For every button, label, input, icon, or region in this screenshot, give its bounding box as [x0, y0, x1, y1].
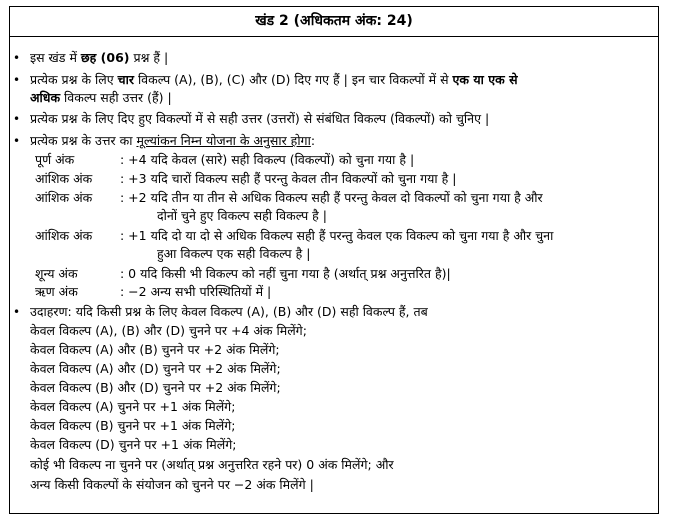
bold-text: छह (06): [80, 50, 130, 65]
bold-text: एक या एक से: [452, 72, 518, 87]
marks-rule-continued: दोनों चुने हुए विकल्प सही विकल्प है |: [157, 208, 327, 223]
bullet-icon: •: [13, 134, 21, 148]
text: प्रत्येक प्रश्न के उत्तर का: [30, 133, 137, 148]
example-line: केवल विकल्प (A) चुनने पर +1 अंक मिलेंगे;: [30, 399, 236, 414]
bullet-options-line2: [30, 89, 172, 107]
underlined-text: मूल्यांकन निम्न योजना के अनुसार होगा: [136, 133, 311, 148]
text: विकल्प सही उत्तर (हैं) |: [60, 90, 172, 105]
marks-rule-continued: हुआ विकल्प एक सही विकल्प है |: [157, 246, 311, 261]
bullet-icon: •: [13, 112, 21, 126]
heading-divider: [10, 36, 658, 37]
text: विकल्प (A), (B), (C) और (D) दिए गए हैं | इन चार विकल्पों में से: [133, 72, 453, 87]
bullet-marking-scheme: [30, 132, 315, 150]
bullet-icon: •: [13, 73, 21, 87]
marks-label: ऋण अंक: [35, 284, 78, 299]
example-line: केवल विकल्प (B) और (D) चुनने पर +2 अंक मिलेंगे;: [30, 380, 281, 395]
marks-rule: : −2 अन्य सभी परिस्थितियों में |: [120, 284, 272, 299]
bullet-options-line1: [30, 71, 518, 89]
example-line: केवल विकल्प (A) और (B) चुनने पर +2 अंक मिलेंगे;: [30, 342, 280, 357]
bold-text: चार: [117, 72, 134, 87]
text: :: [310, 133, 316, 148]
bold-text: अधिक: [30, 90, 61, 105]
example-line: केवल विकल्प (A) और (D) चुनने पर +2 अंक मिलेंगे;: [30, 361, 281, 376]
marks-label: आंशिक अंक: [35, 190, 93, 205]
marks-rule: : +1 यदि दो या दो से अधिक विकल्प सही हैं परन्तु केवल एक विकल्प को चुना गया है और चुना: [120, 228, 554, 243]
bullet-icon: •: [13, 51, 21, 65]
marks-label: आंशिक अंक: [35, 228, 93, 243]
marks-rule: : 0 यदि किसी भी विकल्प को नहीं चुना गया है (अर्थात् प्रश्न अनुत्तरित है)|: [120, 266, 451, 281]
bullet-questions-count: [30, 49, 168, 67]
text: इस खंड में: [30, 50, 81, 65]
section-heading: खंड 2 (अधिकतम अंक: 24): [255, 13, 413, 29]
text: प्रत्येक प्रश्न के लिए: [30, 72, 118, 87]
example-intro: उदाहरण: यदि किसी प्रश्न के लिए केवल विकल्प (A), (B) और (D) सही विकल्प हैं, तब: [30, 304, 428, 319]
example-line: केवल विकल्प (A), (B) और (D) चुनने पर +4 अंक मिलेंगे;: [30, 323, 307, 338]
example-line: अन्य किसी विकल्पों के संयोजन को चुनने पर −2 अंक मिलेंगे |: [30, 477, 314, 492]
instructions-box: [9, 6, 659, 514]
marks-label: पूर्ण अंक: [35, 152, 75, 167]
marks-rule: : +3 यदि चारों विकल्प सही हैं परन्तु केवल तीन विकल्पों को चुना गया है |: [120, 171, 457, 186]
example-line: केवल विकल्प (B) चुनने पर +1 अंक मिलेंगे;: [30, 418, 236, 433]
marks-rule: : +2 यदि तीन या तीन से अधिक विकल्प सही हैं परन्तु केवल दो विकल्पों को चुना गया है और: [120, 190, 543, 205]
marks-label: आंशिक अंक: [35, 171, 93, 186]
marks-rule: : +4 यदि केवल (सारे) सही विकल्प (विकल्पों) को चुना गया है |: [120, 152, 415, 167]
bullet-icon: •: [13, 305, 21, 319]
text: प्रश्न हैं |: [129, 50, 169, 65]
example-line: केवल विकल्प (D) चुनने पर +1 अंक मिलेंगे;: [30, 437, 237, 452]
marks-label: शून्य अंक: [35, 266, 78, 281]
example-line: कोई भी विकल्प ना चुनने पर (अर्थात् प्रश्न अनुत्तरित रहने पर) 0 अंक मिलेंगे; और: [30, 457, 394, 472]
bullet-choose-answer: प्रत्येक प्रश्न के लिए दिए हुए विकल्पों में से सही उत्तर (उत्तरों) से संबंधित विकल्प (विकल्पों) को चुनिए |: [30, 111, 490, 126]
